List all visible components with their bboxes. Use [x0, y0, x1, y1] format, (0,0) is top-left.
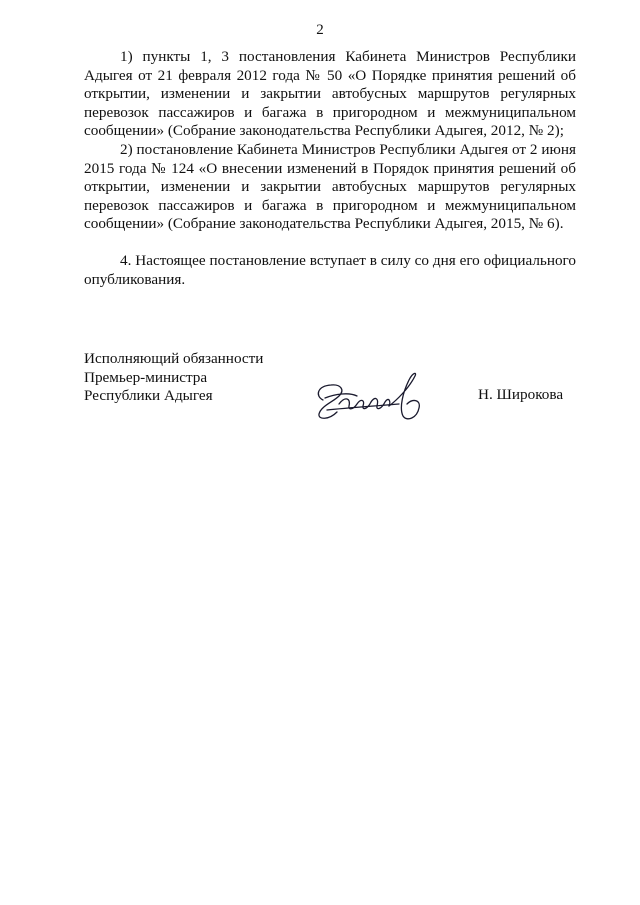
- paragraph-item-1: 1) пункты 1, 3 постановления Кабинета Министров Республики Адыгея от 21 февраля 2012 года № 50 «О Порядке принятия решений об открытии, изменении и закрытии автобусных маршрутов регулярных перевозок пассажиров и багажа в пригородном и межмуниципальном сообщении» (Собрание законодательства Республики Адыгея, 2012, № 2);: [84, 48, 576, 140]
- paragraph-spacer: [84, 234, 576, 252]
- paragraph-item-4: 4. Настоящее постановление вступает в силу со дня его официального опубликования.: [84, 251, 576, 288]
- handwritten-signature: [305, 368, 445, 426]
- signatory-name: Н. Широкова: [478, 386, 564, 403]
- document-body: [84, 48, 576, 289]
- page-number: 2: [316, 22, 324, 38]
- signatory-title-line: Исполняющий обязанности: [84, 350, 264, 367]
- signatory-title-line: Республики Адыгея: [84, 387, 213, 405]
- signatory-title-line: Премьер-министра: [84, 368, 208, 386]
- paragraph-item-2: 2) постановление Кабинета Министров Республики Адыгея от 2 июня 2015 года № 124 «О внесении изменений в Порядок принятия решений об открытии, изменении и закрытии автобусных маршрутов регулярных перевозок пассажиров и багажа в пригородном и межмуниципальном сообщении» (Собрание законодательства Республики Адыгея, 2015, № 6).: [84, 140, 576, 233]
- signatory-title: [84, 350, 263, 406]
